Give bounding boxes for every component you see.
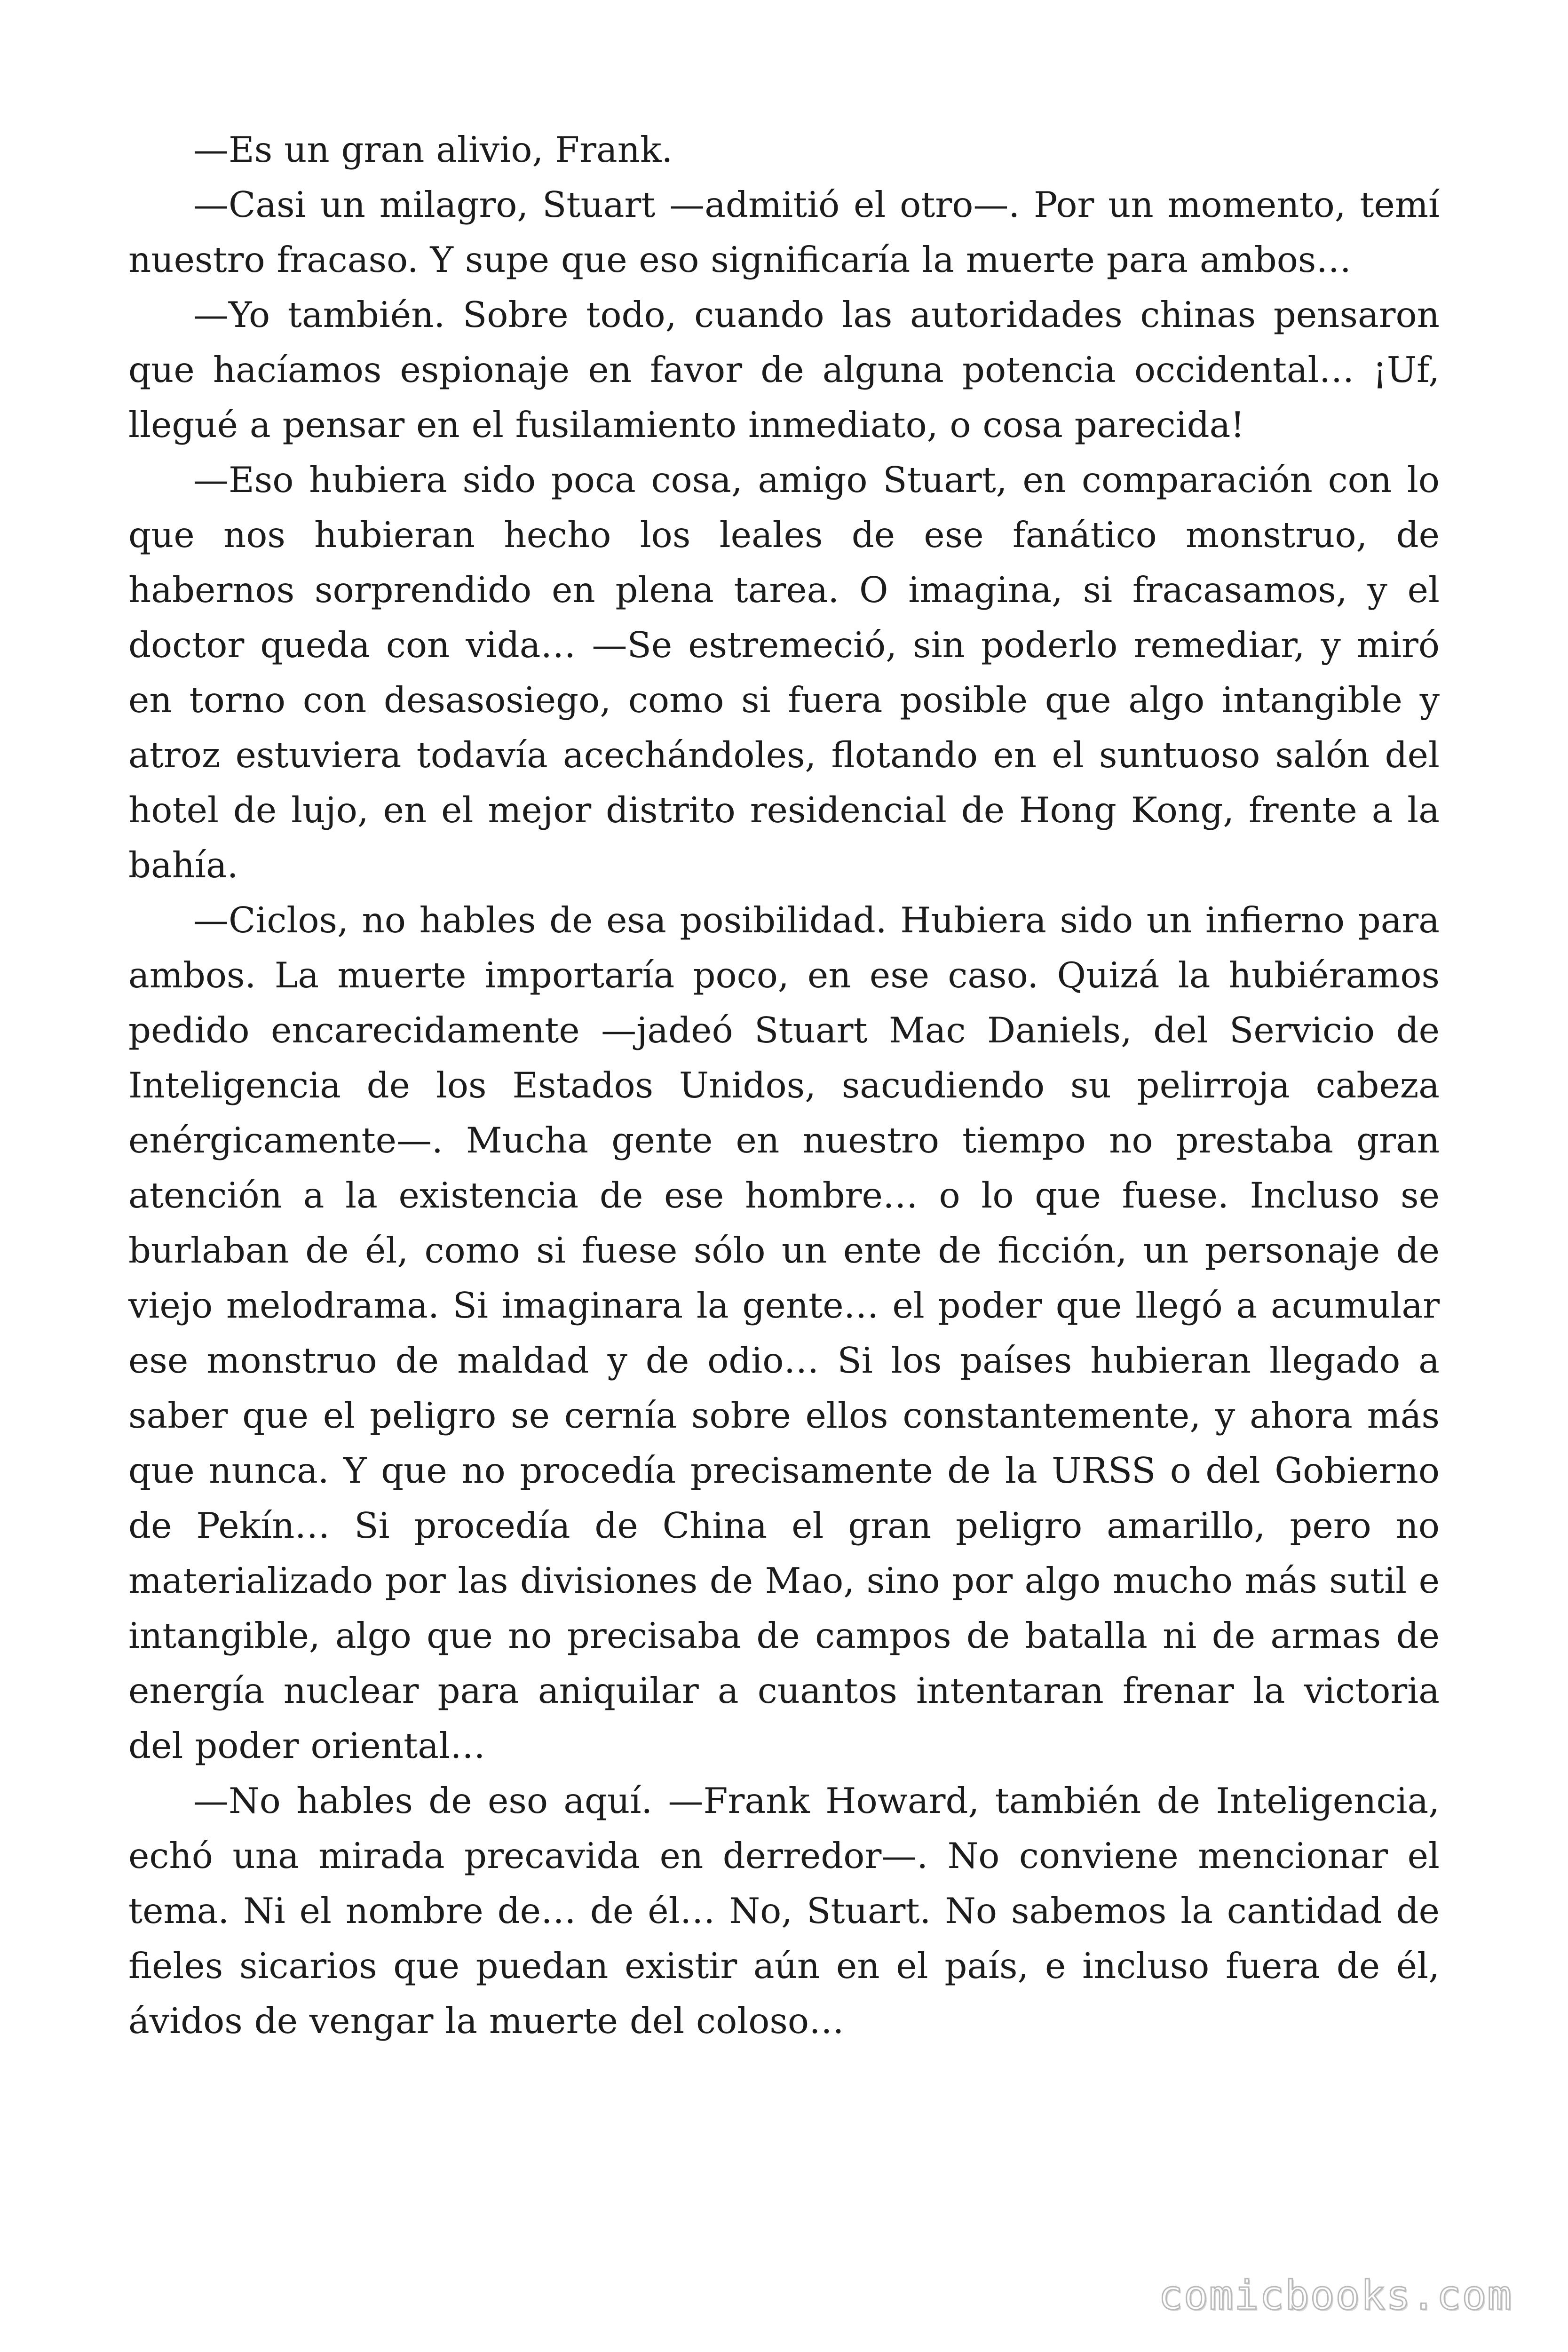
paragraph-3: —Yo también. Sobre todo, cuando las autoridades chinas pensaron que hacíamos espionaje en favor de alguna potencia occidental… ¡Uf, llegué a pensar en el fusilamiento inmediato, o cosa parecida! (128, 294, 1440, 445)
paragraph-1: —Es un gran alivio, Frank. (193, 129, 673, 170)
paragraph-5: —Ciclos, no hables de esa posibilidad. Hubiera sido un infierno para ambos. La muerte importaría poco, en ese caso. Quizá la hubiéramos pedido encarecidamente —jadeó Stuart Mac Daniels, del Servicio de Inteligencia de los Estados Unidos, sacudiendo su pelirroja cabeza enérgicamente—. Mucha gente en nuestro tiempo no prestaba gran atención a la existencia de ese hombre… o lo que fuese. Incluso se burlaban de él, como si fuese sólo un ente de ficción, un personaje de viejo melodrama. Si imaginara la gente… el poder que llegó a acumular ese monstruo de maldad y de odio… Si los países hubieran llegado a saber que el peligro se cernía sobre ellos constantemente, y ahora más que nunca. Y que no procedía precisamente de la URSS o del Gobierno de Pekín… Si procedía de China el gran peligro amarillo, pero no materializado por las divisiones de Mao, sino por algo mucho más sutil e intangible, algo que no precisaba de campos de batalla ni de armas de energía nuclear para aniquilar a cuantos intentaran frenar la victoria del poder oriental… (128, 899, 1440, 1766)
page-text (128, 122, 1440, 2049)
paragraph-4: —Eso hubiera sido poca cosa, amigo Stuart, en comparación con lo que nos hubieran hecho los leales de ese fanático monstruo, de habernos sorprendido en plena tarea. O imagina, si fracasamos, y el doctor queda con vida… —Se estremeció, sin poderlo remediar, y miró en torno con desasosiego, como si fuera posible que algo intangible y atroz estuviera todavía acechándoles, flotando en el suntuoso salón del hotel de lujo, en el mejor distrito residencial de Hong Kong, frente a la bahía. (128, 459, 1440, 886)
watermark: comicbooks.com (1158, 2272, 1513, 2319)
paragraph-6: —No hables de eso aquí. —Frank Howard, también de Inteligencia, echó una mirada precavida en derredor—. No conviene mencionar el tema. Ni el nombre de… de él… No, Stuart. No sabemos la cantidad de fieles sicarios que puedan existir aún en el país, e incluso fuera de él, ávidos de vengar la muerte del coloso… (128, 1780, 1440, 2042)
paragraph-2: —Casi un milagro, Stuart —admitió el otro—. Por un momento, temí nuestro fracaso. Y supe que eso significaría la muerte para ambos… (128, 184, 1440, 280)
